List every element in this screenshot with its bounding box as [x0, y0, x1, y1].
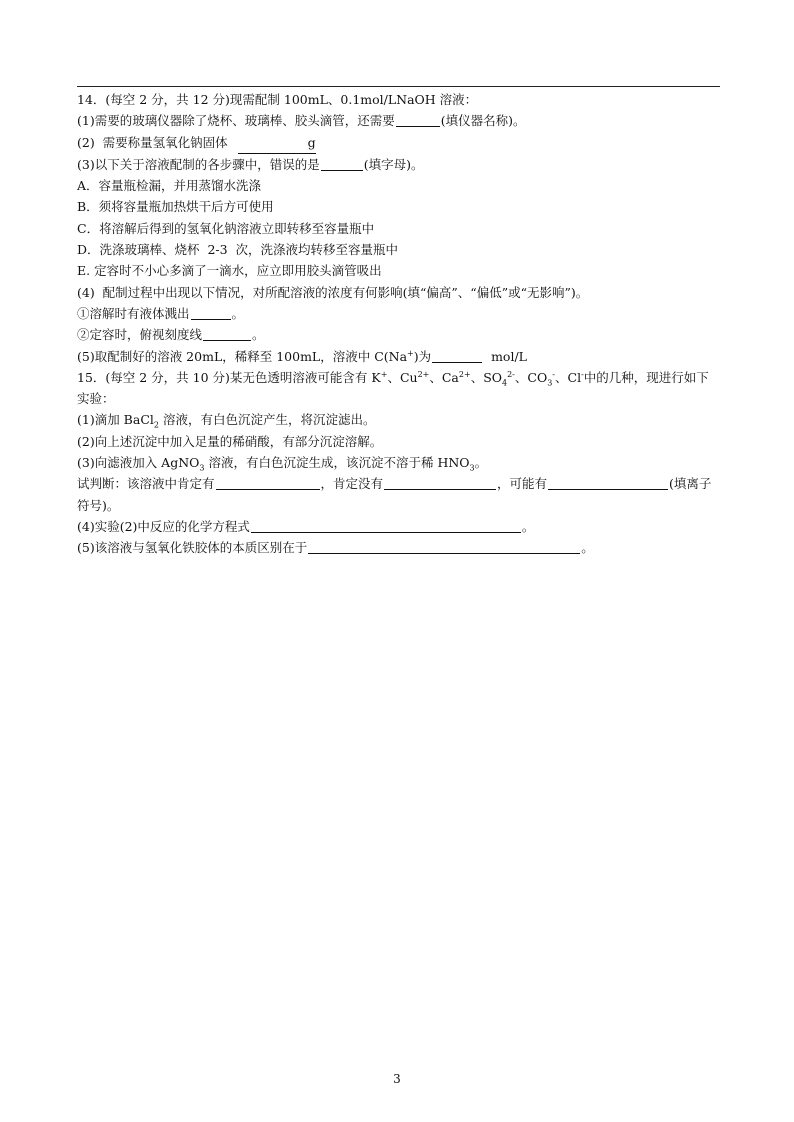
page-number: 3 [393, 1072, 401, 1086]
q15-part4: (4)实验(2)中反应的化学方程式 。 [77, 518, 535, 534]
document-body [77, 89, 717, 559]
q14-part4-2: ②定容时，俯视刻度线 。 [77, 327, 265, 343]
q15-step3: (3)向滤液加入 AgNO$_3$ 溶液，有白色沉淀生成，该沉淀不溶于稀 $HNO_3$。 [77, 455, 488, 473]
q14-part4: (4) 配制过程中出现以下情况，对所配溶液的浓度有何影响(填“偏高”、“偏低”或“无影响”)。 [77, 284, 589, 300]
answer-blank[interactable] [216, 476, 320, 490]
header-rule [77, 86, 720, 87]
answer-blank[interactable] [308, 540, 580, 554]
answer-blank[interactable] [321, 157, 363, 171]
answer-blank[interactable] [191, 306, 231, 320]
ion-list: +、$Cu^{2+}$、$Ca^{2+}$、$SO_4^{2-}$、$CO_3^-$、Cl- [380, 369, 584, 388]
q14-part2: (2) 需要称量氢氧化钠固体 g [77, 132, 717, 154]
q14-part1: (1)需要的玻璃仪器除了烧杯、玻璃棒、胶头滴管，还需要 (填仪器名称)。 [77, 113, 526, 129]
answer-blank[interactable] [432, 349, 482, 363]
q14-part5: (5)取配制好的溶液 20mL，稀释至 100mL，溶液中 C(Na+)为 mol/L [77, 348, 527, 364]
q15-judgement: 试判断：该溶液中肯定有 ，肯定没有 ，可能有 (填离子符号)。 [77, 476, 712, 513]
q14-part4-1: ①溶解时有液体溅出 。 [77, 305, 245, 321]
q14-option-e: E. 定容时不小心多滴了一滴水，应立即用胶头滴管吸出 [77, 263, 382, 279]
answer-blank[interactable] [384, 476, 496, 490]
q15-step1: (1)滴加 BaCl$_2$ 溶液，有白色沉淀产生，将沉淀滤出。 [77, 412, 376, 430]
answer-blank[interactable] [203, 327, 251, 341]
q15-part5: (5)该溶液与氢氧化铁胶体的本质区别在于 。 [77, 540, 594, 556]
q15-step2: (2)向上述沉淀中加入足量的稀硝酸，有部分沉淀溶解。 [77, 433, 383, 449]
answer-blank[interactable] [548, 476, 668, 490]
q14-option-b: B．须将容量瓶加热烘干后方可使用 [77, 199, 274, 215]
q14-option-a: A．容量瓶检漏，并用蒸馏水洗涤 [77, 178, 262, 194]
q15-header: 15．(每空 2 分，共 10 分)某无色透明溶液可能含有 K+、$Cu^{2+}$、$Ca^{2+}$、$SO_4^{2-}$、$CO_3^-$、Cl-中的几种，现进行如下实验： [77, 369, 709, 407]
answer-blank[interactable] [396, 113, 440, 127]
q14-part3: (3)以下关于溶液配制的各步骤中，错误的是 (填字母)。 [77, 156, 424, 172]
q14-option-c: C．将溶解后得到的氢氧化钠溶液立即转移至容量瓶中 [77, 220, 375, 236]
q14-header: 14．(每空 2 分，共 12 分)现需配制 100mL、0.1mol/LNaOH 溶液： [77, 92, 478, 107]
q14-option-d: D．洗涤玻璃棒、烧杯 2-3 次，洗涤液均转移至容量瓶中 [77, 242, 399, 258]
answer-blank[interactable]: g [238, 132, 316, 154]
answer-blank[interactable] [251, 519, 521, 533]
